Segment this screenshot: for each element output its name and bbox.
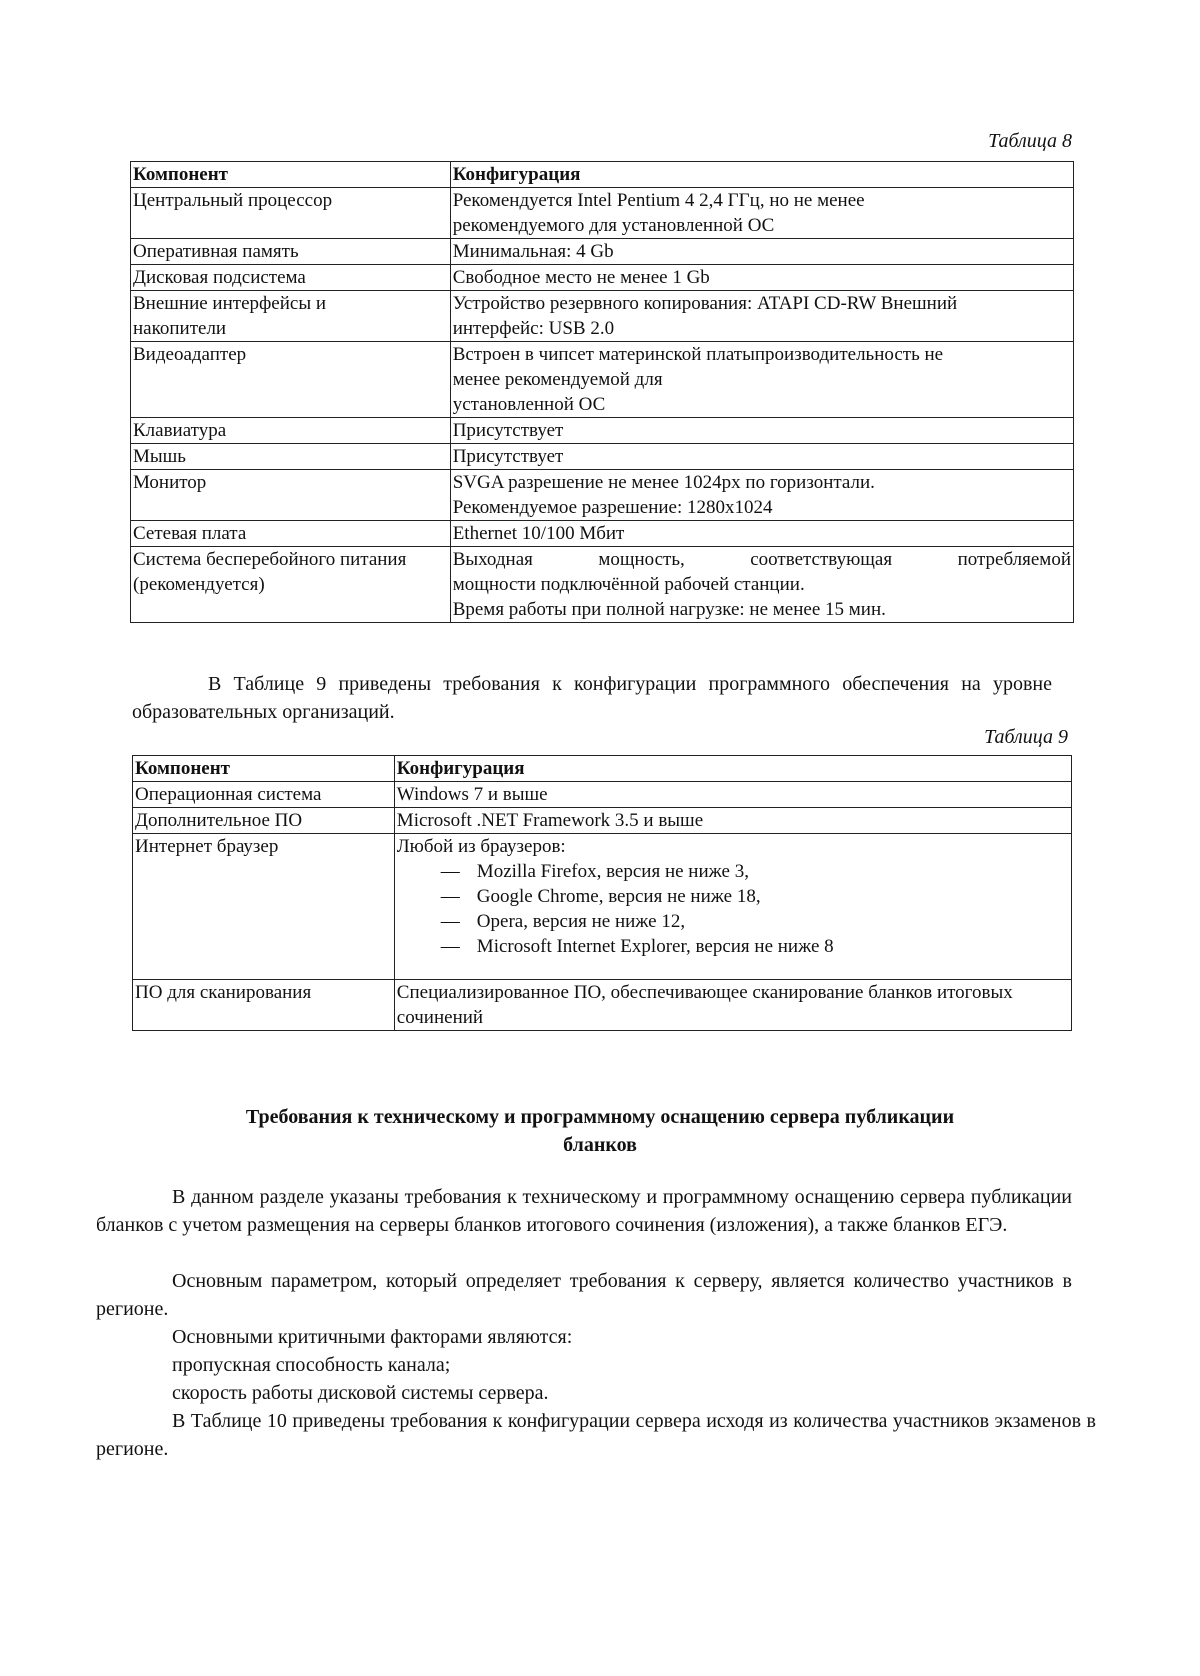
section-paragraph: скорость работы дисковой системы сервера. [172,1382,549,1404]
table9-header-component: Компонент [133,756,395,782]
table8-header-component: Компонент [131,162,451,188]
table-row [131,291,1074,342]
table8-cell: (рекомендуется) [133,574,265,595]
table8-cell: Присутствует [452,420,564,441]
table8-cell: менее рекомендуемой для [452,369,663,390]
section-heading-line: Требования к техническому и программному оснащению сервера публикации [245,1106,955,1128]
table9-cell: Windows 7 и выше [394,782,1071,808]
table8-cell: Центральный процессор [133,190,333,211]
section-paragraph: В данном разделе указаны требования к техническому и программному оснащению сервера публикации бланков с учетом размещения на серверы бланков итогового сочинения (изложения), а также бланков ЕГЭ. [96,1186,1072,1236]
table9-cell: Операционная система [133,782,395,808]
table8-cell: Выходная мощность, соответствующая потребляемой [452,549,1071,570]
table8-cell: Дисковая подсистема [133,267,306,288]
section-heading-line: бланков [563,1134,637,1156]
table-row [133,834,1072,980]
section-heading [96,1103,1104,1159]
table8-cell: Рекомендуется Intel Pentium 4 2,4 ГГц, но не менее [452,190,865,211]
table9-cell: Интернет браузер [133,834,395,980]
table8-cell: рекомендуемого для установленной ОС [452,215,775,236]
table8-cell: Мышь [133,446,186,467]
list-item: — Mozilla Firefox, версия не ниже 3, [440,861,749,882]
table-row [133,782,1072,808]
table-row [131,265,1074,291]
table8-cell: SVGA разрешение не менее 1024px по горизонтали. [452,472,875,493]
table9-intro: В Таблице 9 приведены требования к конфигурации программного обеспечения на уровне образовательных организаций. [132,673,1052,723]
table8-cell: мощности подключённой рабочей станции. [452,574,805,595]
table-row [131,342,1074,418]
table8-cell: Свободное место не менее 1 Gb [452,267,710,288]
table9 [132,755,1072,1031]
table8-caption: Таблица 8 [988,130,1072,152]
table8-cell: накопители [133,318,227,339]
table-row [131,418,1074,444]
section-paragraph: Основным параметром, который определяет требования к серверу, является количество участников в регионе. [96,1270,1072,1320]
table8-cell: Система бесперебойного питания [133,549,407,570]
table9-cell: Дополнительное ПО [133,808,395,834]
table9-header-config: Конфигурация [394,756,1071,782]
list-item: — Google Chrome, версия не ниже 18, [440,886,761,907]
section-paragraph: пропускная способность канала; [172,1354,451,1376]
table8-cell: Ethernet 10/100 Мбит [452,523,625,544]
table-row [131,239,1074,265]
table8-cell: Сетевая плата [133,523,247,544]
table9-cell: Любой из браузеров: [396,836,566,857]
table9-cell: ПО для сканирования [133,980,395,1031]
table8-cell: установленной ОС [452,394,606,415]
table9-caption: Таблица 9 [984,726,1068,748]
table8-header-config: Конфигурация [450,162,1073,188]
section-paragraph: Основными критичными факторами являются: [172,1326,573,1348]
table9-cell: Специализированное ПО, обеспечивающее сканирование бланков итоговых сочинений [394,980,1071,1031]
table8-cell: Минимальная: 4 Gb [452,241,614,262]
list-item: — Opera, версия не ниже 12, [440,911,686,932]
table8-cell: Присутствует [452,446,564,467]
table9-cell: Microsoft .NET Framework 3.5 и выше [394,808,1071,834]
table8-cell: Встроен в чипсет материнской платыпроизводительность не [452,344,944,365]
table8-cell: Время работы при полной нагрузке: не менее 15 мин. [452,599,886,620]
table8 [130,161,1074,623]
list-item: — Microsoft Internet Explorer, версия не ниже 8 [440,936,834,957]
table-row [133,808,1072,834]
table-row [131,444,1074,470]
table8-cell: Оперативная память [133,241,299,262]
table8-cell: Монитор [133,472,207,493]
table8-cell: интерфейс: USB 2.0 [452,318,615,339]
table8-header-row [131,162,1074,188]
table-row [133,980,1072,1031]
table8-cell: Видеоадаптер [133,344,247,365]
table-row [131,470,1074,521]
table8-cell: Устройство резервного копирования: ATAPI CD-RW Внешний [452,293,958,314]
table8-cell: Рекомендуемое разрешение: 1280x1024 [452,497,773,518]
table-row [131,547,1074,623]
table8-cell: Внешние интерфейсы и [133,293,327,314]
section-paragraph: В Таблице 10 приведены требования к конфигурации сервера исходя из количества участников экзаменов в регионе. [96,1410,1096,1460]
table-row [131,188,1074,239]
table9-header-row [133,756,1072,782]
table8-cell: Клавиатура [133,420,227,441]
table-row [131,521,1074,547]
